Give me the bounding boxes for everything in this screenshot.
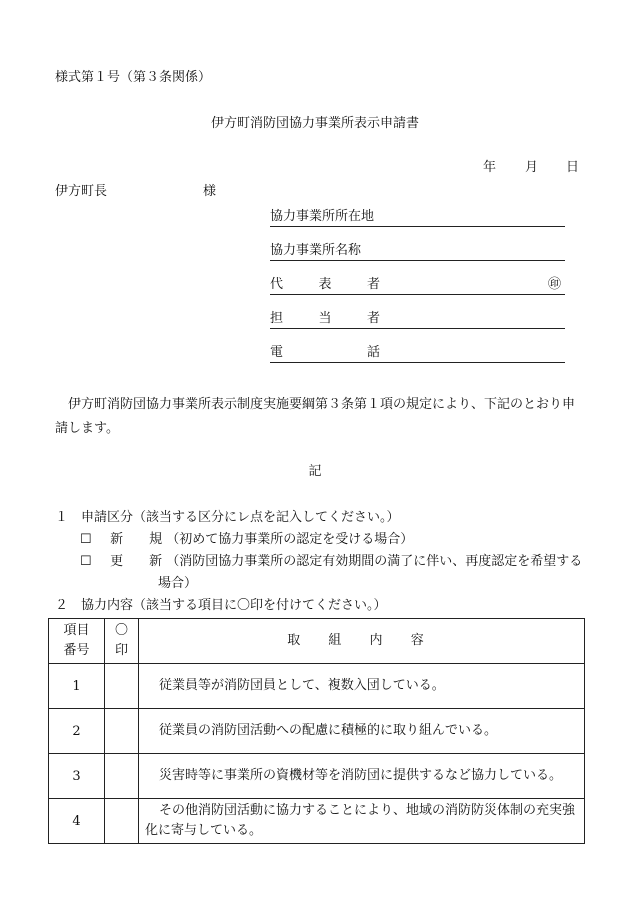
date-year-label: 年 — [483, 160, 497, 175]
row-number: 1 — [49, 664, 105, 709]
person-in-charge-field[interactable] — [270, 308, 565, 329]
option-new — [80, 531, 413, 549]
phone-label: 電 話 — [270, 345, 380, 360]
row-number: 3 — [49, 754, 105, 799]
address-field[interactable] — [270, 206, 565, 227]
mark-cell[interactable] — [105, 664, 139, 709]
person-in-charge-label: 担 当 者 — [270, 311, 380, 326]
business-name-field[interactable] — [270, 240, 565, 261]
header-mark: 〇 印 — [105, 619, 139, 664]
date-month-label: 月 — [525, 160, 539, 175]
option-renew-checkbox[interactable]: ☐ — [80, 554, 92, 569]
address-label: 協力事業所所在地 — [270, 209, 375, 224]
option-renew-desc: （消防団協力事業所の認定有効期間の満了に伴い、再度認定を希望する — [166, 554, 583, 569]
table-row — [49, 799, 585, 844]
row-number: 4 — [49, 799, 105, 844]
date-day-label: 日 — [566, 160, 580, 175]
phone-field[interactable] — [270, 342, 565, 363]
header-item-number: 項目 番号 — [49, 619, 105, 664]
table-row — [49, 754, 585, 799]
business-name-label: 協力事業所名称 — [270, 243, 362, 258]
section1-heading: １ 申請区分（該当する区分にレ点を記入してください。） — [55, 510, 400, 525]
addressee-name: 伊方町長 — [55, 184, 108, 199]
row-content: 災害時等に事業所の資機材等を消防団に提供するなど協力している。 — [139, 754, 585, 799]
row-number: 2 — [49, 709, 105, 754]
option-renew-desc-cont: 場合） — [158, 576, 198, 591]
option-new-name: 新 規 — [110, 532, 163, 547]
mark-cell[interactable] — [105, 799, 139, 844]
document-title: 伊方町消防団協力事業所表示申請書 — [210, 116, 419, 131]
table-header-row — [49, 619, 585, 664]
row-content: その他消防団活動に協力することにより、地域の消防防災体制の充実強化に寄与している。 — [139, 799, 585, 844]
option-renew-name: 更 新 — [110, 554, 163, 569]
section2-heading: ２ 協力内容（該当する項目に〇印を付けてください。） — [55, 598, 387, 613]
mark-cell[interactable] — [105, 709, 139, 754]
representative-field[interactable] — [270, 274, 565, 295]
ki-heading: 記 — [308, 464, 322, 479]
row-content: 従業員等が消防団員として、複数入団している。 — [139, 664, 585, 709]
mark-cell[interactable] — [105, 754, 139, 799]
row-content: 従業員の消防団活動への配慮に積極的に取り組んでいる。 — [139, 709, 585, 754]
option-new-checkbox[interactable]: ☐ — [80, 532, 92, 547]
form-number: 様式第１号（第３条関係） — [55, 70, 212, 85]
table-row — [49, 709, 585, 754]
cooperation-table — [48, 618, 585, 844]
option-renew — [80, 553, 582, 571]
representative-label: 代 表 者 — [270, 277, 380, 292]
option-new-desc: （初めて協力事業所の認定を受ける場合） — [166, 532, 414, 547]
table-row — [49, 664, 585, 709]
body-text: 伊方町消防団協力事業所表示制度実施要綱第３条第１項の規定により、下記のとおり申請します。 — [55, 397, 576, 436]
seal-icon: ㊞ — [547, 277, 561, 292]
addressee-honorific: 様 — [203, 184, 217, 199]
header-content: 取 組 内 容 — [139, 619, 585, 664]
